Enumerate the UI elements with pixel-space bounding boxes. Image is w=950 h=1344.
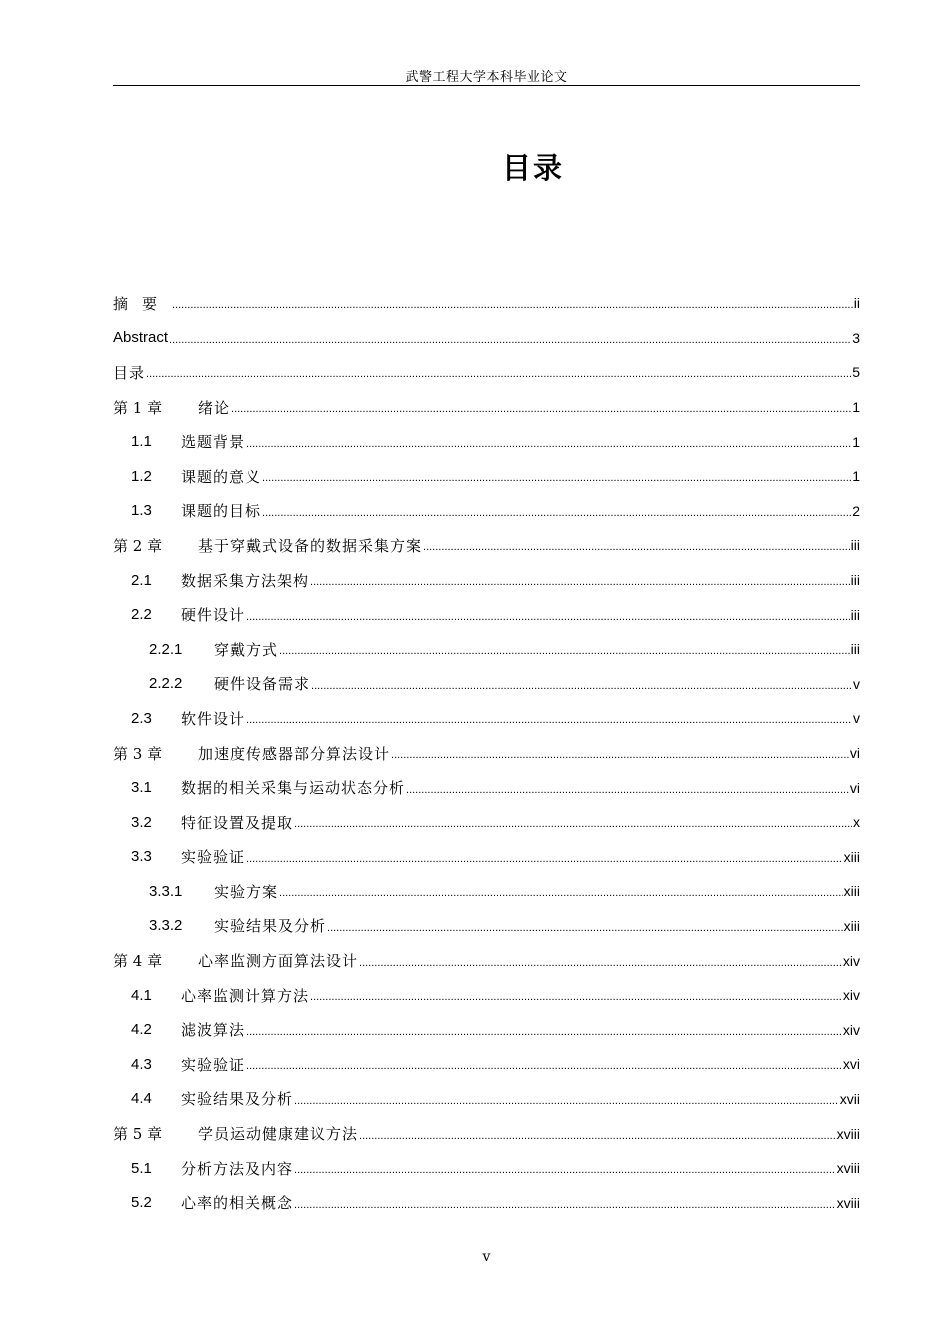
toc-entry-number: 2.2.1: [149, 640, 183, 658]
toc-dot-leader: [310, 991, 842, 1003]
toc-dot-leader: [406, 784, 849, 796]
toc-entry-title: 数据的相关采集与运动状态分析: [181, 779, 406, 798]
toc-entry-number: 第 5 章: [113, 1125, 163, 1144]
toc-entry-title: 实验结果及分析: [181, 1090, 294, 1109]
toc-entry-page: iii: [850, 641, 860, 658]
toc-entry-number: 4.3: [131, 1055, 152, 1073]
toc-entry-number: 第 2 章: [113, 536, 163, 555]
toc-entry-title: 心率监测方面算法设计: [198, 952, 359, 971]
toc-entry-number: 第 4 章: [113, 952, 163, 971]
toc-entry[interactable]: [113, 321, 860, 356]
toc-entry[interactable]: [113, 632, 860, 667]
toc-entry-number: 5.1: [131, 1159, 152, 1177]
table-of-contents: [113, 286, 860, 1220]
toc-entry-page: xiv: [842, 952, 860, 969]
toc-entry-number: 3.1: [131, 779, 152, 797]
toc-entry-number: 4.2: [131, 1021, 152, 1039]
toc-entry-page: xiii: [843, 917, 860, 934]
toc-entry[interactable]: [113, 286, 860, 321]
toc-entry-page: iii: [850, 572, 860, 589]
toc-entry[interactable]: [113, 1047, 860, 1082]
header-rule: [113, 85, 860, 86]
toc-dot-leader: [359, 957, 842, 969]
toc-entry-title: 特征设置及提取: [181, 813, 294, 832]
toc-entry[interactable]: [113, 770, 860, 805]
toc-entry-number: 3.3.2: [149, 917, 183, 935]
toc-entry-page: v: [853, 675, 860, 692]
toc-dot-leader: [246, 1026, 842, 1038]
toc-dot-leader: [294, 1164, 836, 1176]
toc-dot-leader: [423, 541, 850, 553]
toc-entry[interactable]: [113, 736, 860, 771]
toc-entry-title: 学员运动健康建议方法: [198, 1125, 359, 1144]
toc-entry-page: xiv: [842, 987, 860, 1004]
toc-entry-page: 5: [852, 364, 860, 381]
toc-entry-title: Abstract: [113, 329, 169, 347]
toc-entry-title: 穿戴方式: [214, 640, 279, 659]
toc-entry-number: 1.1: [131, 433, 152, 451]
toc-dot-leader: [310, 576, 850, 588]
toc-entry[interactable]: [113, 528, 860, 563]
toc-entry-page: 1: [852, 468, 860, 485]
toc-entry-title: 选题背景: [181, 433, 246, 452]
toc-entry-title: 摘要: [113, 294, 172, 313]
toc-dot-leader: [246, 611, 850, 623]
toc-entry-title: 绪论: [198, 398, 231, 417]
toc-entry-title: 实验结果及分析: [214, 917, 327, 936]
toc-entry-page: xviii: [836, 1125, 860, 1142]
running-header: 武警工程大学本科毕业论文: [405, 70, 568, 85]
toc-entry-title: 分析方法及内容: [181, 1159, 294, 1178]
toc-dot-leader: [327, 922, 843, 934]
toc-entry-page: x: [853, 814, 860, 831]
toc-dot-leader: [279, 887, 843, 899]
toc-entry-title: 实验验证: [181, 848, 246, 867]
toc-entry-number: 第 1 章: [113, 398, 163, 417]
toc-dot-leader: [294, 1095, 839, 1107]
toc-entry-number: 2.2.2: [149, 675, 183, 693]
toc-entry-title: 心率监测计算方法: [181, 986, 310, 1005]
toc-entry[interactable]: [113, 597, 860, 632]
toc-entry[interactable]: [113, 459, 860, 494]
toc-dot-leader: [359, 1130, 836, 1142]
toc-entry[interactable]: [113, 701, 860, 736]
toc-entry-title: 基于穿戴式设备的数据采集方案: [198, 536, 423, 555]
toc-entry[interactable]: [113, 563, 860, 598]
toc-entry-page: iii: [850, 606, 860, 623]
toc-entry-title: 实验验证: [181, 1055, 246, 1074]
toc-dot-leader: [311, 680, 852, 692]
toc-entry[interactable]: [113, 1116, 860, 1151]
toc-entry-page: v: [853, 710, 860, 727]
toc-entry[interactable]: [113, 1185, 860, 1220]
toc-entry-title: 数据采集方法架构: [181, 571, 310, 590]
toc-dot-leader: [246, 714, 852, 726]
toc-entry[interactable]: [113, 909, 860, 944]
toc-entry-number: 1.2: [131, 467, 152, 485]
toc-dot-leader: [146, 368, 851, 380]
toc-entry-title: 软件设计: [181, 709, 246, 728]
toc-entry[interactable]: [113, 424, 860, 459]
toc-entry[interactable]: [113, 667, 860, 702]
toc-entry-page: xiii: [843, 883, 860, 900]
toc-entry[interactable]: [113, 978, 860, 1013]
toc-dot-leader: [246, 853, 843, 865]
toc-entry-page: xviii: [836, 1160, 860, 1177]
toc-dot-leader: [262, 507, 851, 519]
toc-dot-leader: [294, 1199, 836, 1211]
toc-dot-leader: [246, 438, 851, 450]
toc-entry-title: 课题的意义: [181, 467, 262, 486]
toc-entry[interactable]: [113, 874, 860, 909]
toc-entry-page: xiv: [842, 1021, 860, 1038]
toc-dot-leader: [169, 334, 851, 346]
toc-entry-number: 4.4: [131, 1090, 152, 1108]
toc-entry-page: 1: [852, 399, 860, 416]
toc-entry[interactable]: [113, 494, 860, 529]
toc-entry-page: xvii: [839, 1090, 860, 1107]
toc-dot-leader: [172, 299, 853, 311]
toc-entry-title: 实验方案: [214, 882, 279, 901]
toc-entry-number: 3.3: [131, 848, 152, 866]
toc-entry[interactable]: [113, 943, 860, 978]
toc-entry-title: 加速度传感器部分算法设计: [198, 744, 391, 763]
toc-entry-page: vi: [849, 779, 860, 796]
toc-entry-title: 心率的相关概念: [181, 1194, 294, 1213]
toc-entry[interactable]: [113, 805, 860, 840]
toc-entry-page: xvi: [842, 1056, 860, 1073]
toc-dot-leader: [294, 818, 852, 830]
toc-entry-number: 4.1: [131, 986, 152, 1004]
toc-entry-title: 目录: [113, 363, 146, 382]
toc-entry-number: 3.3.1: [149, 882, 183, 900]
toc-entry-number: 第 3 章: [113, 744, 163, 763]
toc-entry[interactable]: [113, 390, 860, 425]
toc-entry-title: 硬件设备需求: [214, 675, 311, 694]
toc-entry-page: 3: [852, 329, 860, 346]
toc-entry-title: 硬件设计: [181, 606, 246, 625]
toc-entry[interactable]: [113, 355, 860, 390]
toc-entry[interactable]: [113, 1082, 860, 1117]
toc-entry-page: xiii: [843, 848, 860, 865]
page-title: 目录: [501, 151, 564, 185]
toc-entry-title: 滤波算法: [181, 1021, 246, 1040]
toc-entry-number: 3.2: [131, 813, 152, 831]
toc-dot-leader: [231, 403, 851, 415]
toc-entry-page: xviii: [836, 1194, 860, 1211]
toc-entry-page: ii: [853, 295, 860, 312]
toc-entry-page: 1: [852, 433, 860, 450]
toc-entry-number: 1.3: [131, 502, 152, 520]
toc-entry-page: vi: [849, 745, 860, 762]
toc-entry[interactable]: [113, 840, 860, 875]
toc-entry[interactable]: [113, 1151, 860, 1186]
toc-entry-page: 2: [852, 502, 860, 519]
toc-entry-number: 2.1: [131, 571, 152, 589]
toc-dot-leader: [279, 645, 850, 657]
toc-dot-leader: [262, 472, 851, 484]
toc-dot-leader: [246, 1060, 842, 1072]
toc-entry-page: iii: [850, 537, 860, 554]
toc-entry-number: 2.3: [131, 709, 152, 727]
toc-entry-number: 2.2: [131, 606, 152, 624]
toc-dot-leader: [391, 749, 849, 761]
toc-entry-number: 5.2: [131, 1194, 152, 1212]
toc-entry-title: 课题的目标: [181, 502, 262, 521]
page-number: v: [482, 1249, 491, 1265]
toc-entry[interactable]: [113, 1012, 860, 1047]
